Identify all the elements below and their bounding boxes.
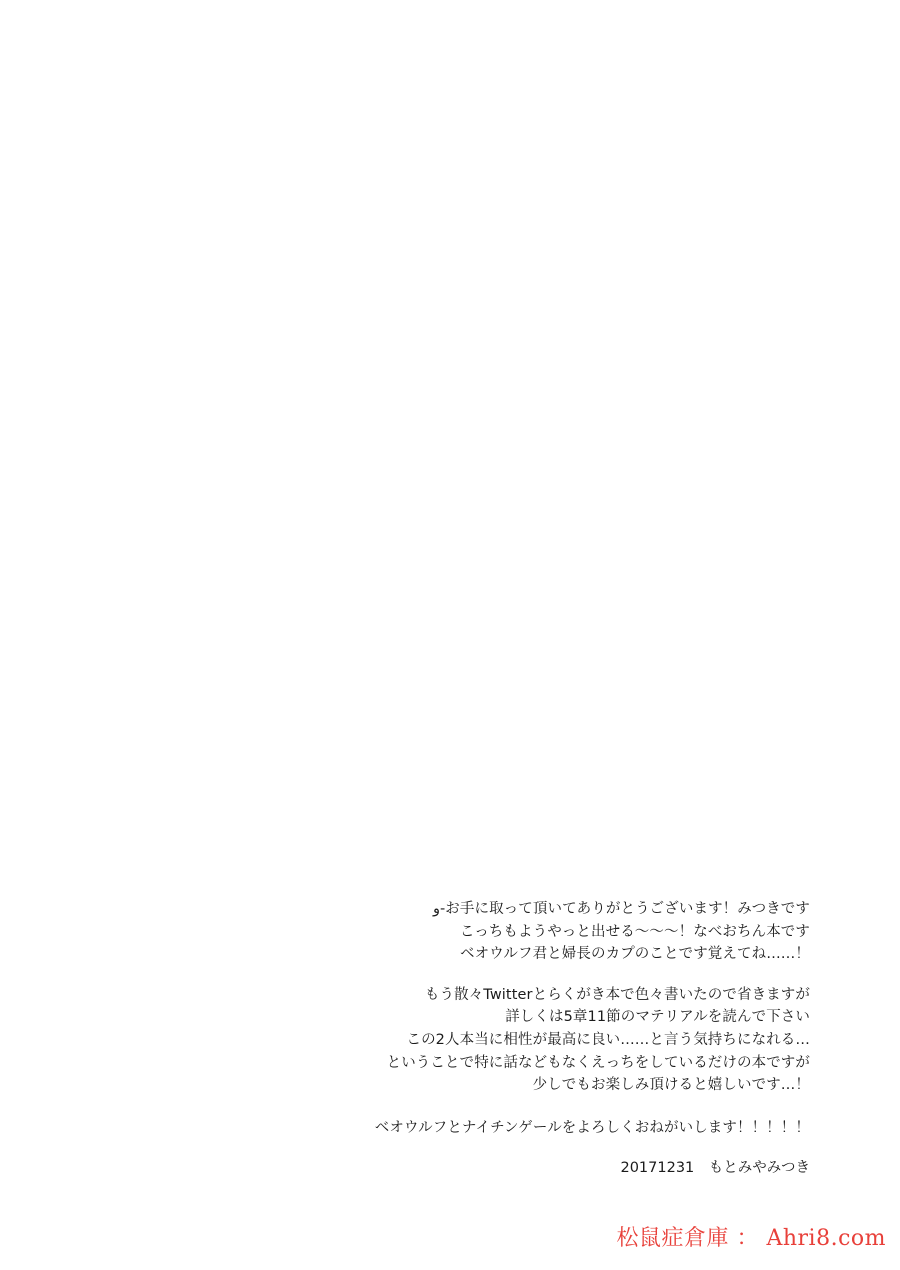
paragraph-spacer <box>0 966 810 984</box>
signature-text: 20171231 もとみやみつき <box>620 1160 810 1177</box>
afterword-line: もう散々Twitterとらくがき本で色々書いたので省きますが <box>424 986 810 1003</box>
paragraph-spacer <box>0 1097 810 1117</box>
afterword-line: こっちもようやっと出せる〜〜〜！なべおちん本です <box>459 923 810 940</box>
afterword-signature <box>0 1157 810 1180</box>
afterword-line: ベオウルフとナイチンゲールをよろしくおねがいします！！！！！ <box>374 1119 810 1136</box>
afterword-paragraph-3 <box>0 1117 810 1140</box>
watermark-text: 松鼠症倉庫 ： Ahri8.com <box>616 1226 886 1251</box>
afterword-section <box>0 898 900 1180</box>
afterword-paragraph-2 <box>0 984 810 1097</box>
afterword-line: 詳しくは5章11節のマテリアルを読んで下さい <box>505 1009 810 1026</box>
afterword-line: ベオウルフ君と婦長のカプのことです覚えてね……！ <box>460 946 810 963</box>
afterword-paragraph-1 <box>0 898 810 966</box>
afterword-line: 少しでもお楽しみ頂けると嬉しいです…！ <box>532 1077 810 1094</box>
afterword-line: ということで特に話などもなくえっちをしているだけの本ですが <box>386 1054 810 1071</box>
signature-spacer <box>0 1139 810 1157</box>
afterword-line: ﻭ-お手に取って頂いてありがとうございます！みつきです <box>433 901 810 917</box>
afterword-line: この2人本当に相性が最高に良い……と言う気持ちになれる… <box>406 1031 810 1048</box>
